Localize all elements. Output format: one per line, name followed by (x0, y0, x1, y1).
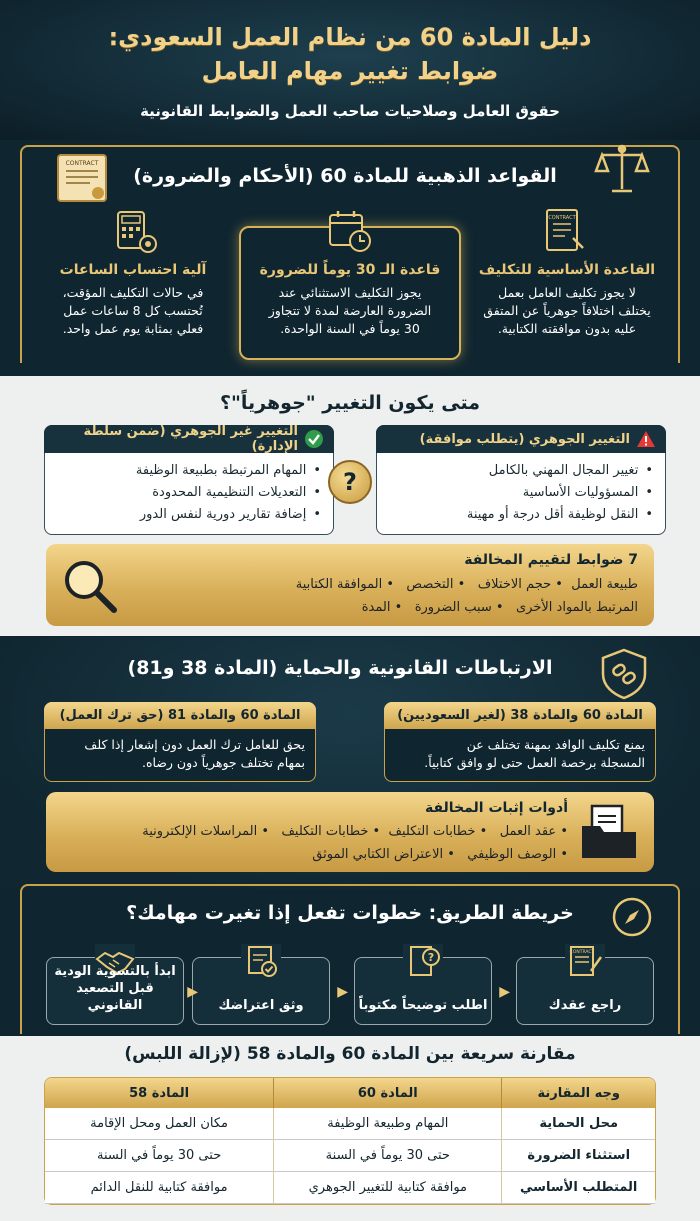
criteria-bar (46, 544, 654, 626)
article-38-card (384, 702, 656, 782)
step-request-clarification (354, 951, 492, 1025)
criteria-item: حجم الاختلاف (477, 577, 552, 592)
table-cell: المهام وطبيعة الوظيفة (273, 1108, 501, 1140)
arrow-icon: ▶ (187, 984, 198, 1000)
rule-card-basic (462, 262, 672, 392)
criteria-item: الموافقة الكتابية (295, 577, 383, 592)
body-line: المسجلة برخصة العمل حتى لو وافق كتابياً. (424, 755, 645, 770)
rule-card-desc (462, 284, 672, 338)
warning-icon (636, 430, 656, 448)
evidence-title: أدوات إثبات المخالفة (424, 800, 568, 816)
title-line-2: ضوابط تغيير مهام العامل (201, 57, 499, 85)
criteria-row-1: طبيعة العمل • حجم الاختلاف • التخصص • الموافقة الكتابية (295, 577, 638, 592)
evidence-item: خطابات التكليف (281, 824, 369, 839)
evidence-row-1: • عقد العمل • خطابات التكليف • خطابات التكليف • المراسلات الإلكترونية (142, 824, 568, 839)
table-row (45, 1140, 655, 1172)
substantial-change-panel (376, 425, 666, 535)
page-subtitle: حقوق العامل وصلاحيات صاحب العمل والضوابط القانونية (140, 102, 560, 120)
desc-line: فعلي بمثابة يوم عمل واحد. (62, 321, 204, 336)
table-cell: موافقة كتابية للتغيير الجوهري (273, 1172, 501, 1204)
rule-card-30-days (245, 262, 455, 392)
table-header: المادة 60 (273, 1078, 501, 1108)
list-item: • التعديلات التنظيمية المحدودة (53, 482, 321, 504)
body-line: بمهام تختلف جوهرياً دون رضاه. (141, 755, 305, 770)
desc-line: تُحتسب كل 8 ساعات عمل (63, 303, 203, 318)
desc-line: يجوز التكليف الاستثنائي عند (278, 285, 422, 300)
step-label-line: ابدأ بالتسوية الودية (54, 964, 176, 979)
golden-rules-title: القواعد الذهبية للمادة 60 (الأحكام والضرورة) (133, 165, 557, 187)
rule-card-title: القاعدة الأساسية للتكليف (478, 262, 656, 278)
comparison-title: مقارنة سريعة بين المادة 60 والمادة 58 (لإزالة اللبس) (124, 1044, 576, 1064)
rule-card-desc (245, 284, 455, 338)
criteria-item: المدة (361, 600, 391, 615)
evidence-item: عقد العمل (499, 824, 557, 839)
evidence-item: الوصف الوظيفي (467, 847, 557, 862)
list-item: • تغيير المجال المهني بالكامل (385, 460, 653, 482)
article-card-head: المادة 60 والمادة 81 (حق ترك العمل) (44, 702, 316, 729)
legal-title: الارتباطات القانونية والحماية (المادة 38 و81) (127, 657, 553, 679)
table-cell: محل الحماية (501, 1108, 655, 1140)
table-header: المادة 58 (45, 1078, 273, 1108)
question-mark-badge: ? (328, 460, 372, 504)
step-label: اطلب توضيحاً مكتوباً (358, 998, 488, 1013)
desc-line: يختلف اختلافاً جوهرياً عن المتفق (483, 303, 651, 318)
svg-text:?: ? (427, 951, 435, 964)
desc-line: في حالات التكليف المؤقت، (62, 285, 204, 300)
list-item: • المسؤوليات الأساسية (385, 482, 653, 504)
article-card-head: المادة 60 والمادة 38 (لغير السعوديين) (384, 702, 656, 729)
step-label-line: قبل التصعيد القانوني (76, 981, 154, 1013)
roadmap-title: خريطة الطريق: خطوات تفعل إذا تغيرت مهامك؟ (126, 902, 574, 924)
step-label (47, 963, 183, 1014)
criteria-item: سبب الضرورة (414, 600, 492, 615)
contract-icon-label: CONTRACT (65, 160, 99, 167)
criteria-title: 7 ضوابط لتقييم المخالفة (464, 552, 638, 568)
panel-head-label: التغيير الجوهري (يتطلب موافقة) (419, 431, 630, 447)
substantial-change-title: متى يكون التغيير "جوهرياً"؟ (219, 392, 481, 414)
rule-card-hours (28, 262, 238, 392)
arrow-icon: ▶ (499, 984, 510, 1000)
panel-head (376, 425, 666, 453)
contract-icon (540, 206, 590, 256)
article-81-card (44, 702, 316, 782)
rule-card-title: آلية احتساب الساعات (59, 262, 207, 278)
panel-head (44, 425, 334, 453)
criteria-item: المرتبط بالمواد الأخرى (516, 600, 638, 615)
criteria-item: طبيعة العمل (571, 577, 638, 592)
table-cell: المتطلب الأساسي (501, 1172, 655, 1204)
table-cell: موافقة كتابية للنقل الدائم (45, 1172, 273, 1204)
contract-pen-icon-label: CONTRACT (569, 950, 595, 955)
table-cell: حتى 30 يوماً في السنة (273, 1140, 501, 1172)
desc-line: الضرورة العارضة لمدة لا تتجاوز (268, 303, 432, 318)
magnifier-icon (60, 556, 120, 620)
shield-chain-icon (598, 648, 650, 700)
desc-line: 30 يوماً في السنة الواحدة. (280, 321, 420, 336)
list-item: • النقل لوظيفة أقل درجة أو مهينة (385, 504, 653, 526)
comparison-table (44, 1077, 656, 1205)
criteria-item: التخصص (406, 577, 454, 592)
evidence-item: خطابات التكليف (388, 824, 476, 839)
evidence-row-2: • الوصف الوظيفي • الاعتراض الكتابي الموثق (312, 847, 568, 862)
evidence-item: المراسلات الإلكترونية (142, 824, 258, 839)
title-line-1: دليل المادة 60 من نظام العمل السعودي: (108, 23, 592, 51)
list-item: • المهام المرتبطة بطبيعة الوظيفة (53, 460, 321, 482)
table-row (45, 1172, 655, 1204)
non-substantial-change-panel (44, 425, 334, 535)
article-card-body (395, 736, 645, 772)
article-card-body (55, 736, 305, 772)
step-label: وثق اعتراضك (218, 998, 304, 1013)
question-document-icon (403, 944, 443, 980)
list-item: • إضافة تقارير دورية لنفس الدور (53, 504, 321, 526)
table-cell: مكان العمل ومحل الإقامة (45, 1108, 273, 1140)
step-label: راجع عقدك (548, 998, 622, 1013)
rule-card-desc (28, 284, 238, 338)
table-cell: استثناء الضرورة (501, 1140, 655, 1172)
table-header: وجه المقارنة (501, 1078, 655, 1108)
body-line: يحق للعامل ترك العمل دون إشعار إذا كلف (84, 737, 305, 752)
arrow-icon: ▶ (337, 984, 348, 1000)
criteria-row-2: المرتبط بالمواد الأخرى • سبب الضرورة • المدة (361, 600, 638, 615)
check-icon (304, 429, 324, 449)
compass-icon (610, 895, 654, 939)
calendar-clock-icon (325, 206, 375, 256)
scales-icon (594, 140, 650, 198)
table-cell: حتى 30 يوماً في السنة (45, 1140, 273, 1172)
contract-pen-icon (565, 944, 605, 980)
evidence-bar (46, 792, 654, 872)
non-substantial-list (53, 460, 321, 526)
step-document-objection (192, 957, 330, 1025)
rule-card-title: قاعدة الـ 30 يوماً للضرورة (259, 262, 441, 278)
desc-line: عليه بدون موافقته الكتابية. (497, 321, 637, 336)
body-line: يمنع تكليف الوافد بمهنة تختلف عن (466, 737, 645, 752)
folder-documents-icon (578, 802, 640, 866)
table-header-row (45, 1078, 655, 1108)
certificate-icon (241, 944, 281, 980)
page-title (0, 20, 700, 88)
evidence-item: الاعتراض الكتابي الموثق (312, 847, 444, 862)
contract-icon-small-label: CONTRACT (548, 215, 576, 221)
calculator-gear-icon (112, 208, 162, 258)
step-amicable-settlement (46, 957, 184, 1025)
panel-head-label: التغيير غير الجوهري (ضمن سلطة الإدارة) (83, 424, 298, 454)
step-review-contract (516, 950, 654, 1025)
header (0, 0, 700, 140)
desc-line: لا يجوز تكليف العامل بعمل (498, 285, 636, 300)
contract-scroll-icon (50, 150, 120, 208)
substantial-list (385, 460, 653, 526)
table-row (45, 1108, 655, 1140)
